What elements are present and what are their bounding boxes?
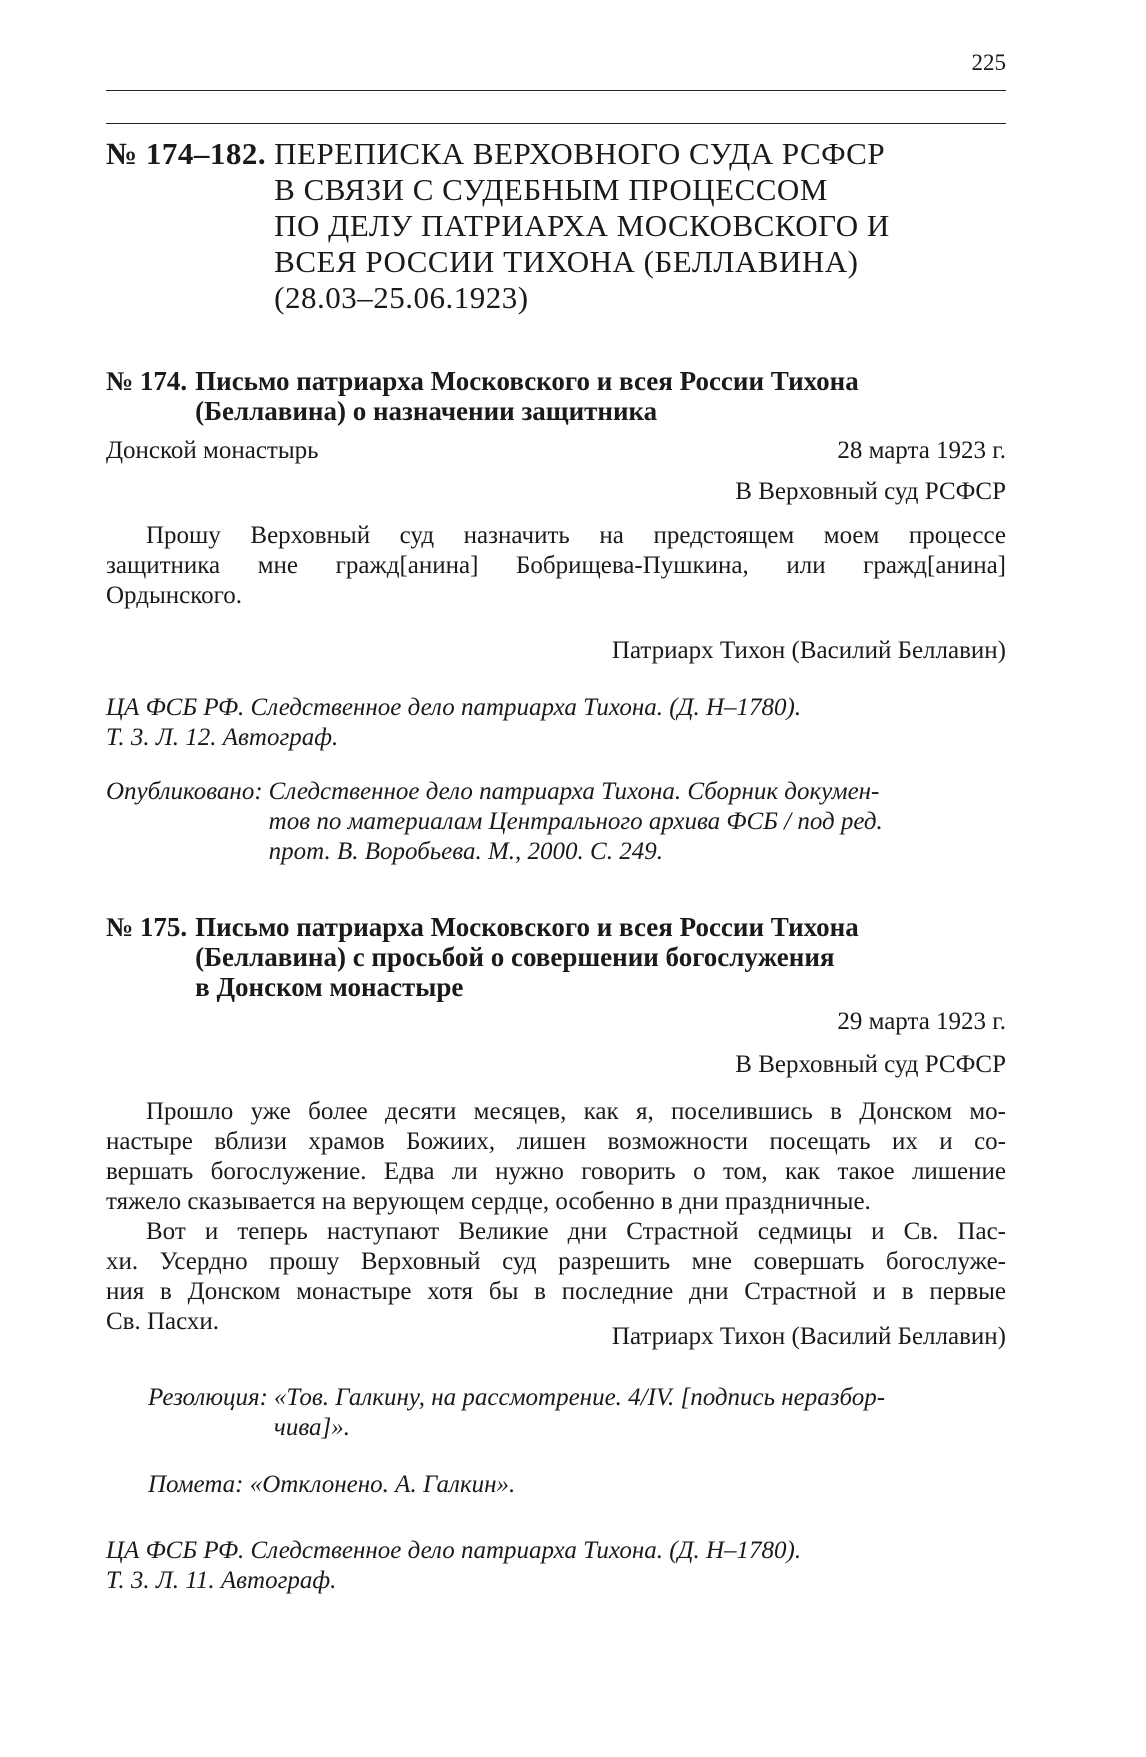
doc175-paragraph-2 [106,1217,1006,1337]
doc175-resolution [148,1383,1006,1443]
header-rule [106,90,1006,91]
chapter-title-line: ПО ДЕЛУ ПАТРИАРХА МОСКОВСКОГО И [274,208,890,243]
doc174-published-line: прот. В. Воробьева. М., 2000. С. 249. [268,838,663,865]
chapter-title-line: ВСЕЯ РОССИИ ТИХОНА (БЕЛЛАВИНА) [274,244,859,279]
doc175-body-line: Вот и теперь наступают Великие дни Страстной седмицы и Св. Пас- [146,1218,1006,1245]
doc175-resolution-line: «Тов. Галкину, на рассмотрение. 4/IV. [подпись неразбор- [273,1384,886,1411]
doc174-number: № 174. [106,366,188,396]
doc174-body [106,521,1006,611]
doc175-title-line: Письмо патриарха Московского и всея России Тихона [195,912,859,942]
doc175-number: № 175. [106,912,188,942]
doc174-heading [106,366,1006,426]
doc175-body-line: тяжело сказывается на верующем сердце, особенно в дни праздничные. [106,1188,871,1215]
doc174-published-body [269,777,883,867]
doc174-source-line: Т. 3. Л. 12. Автограф. [106,724,339,751]
chapter-title [274,136,890,316]
doc175-signature: Патриарх Тихон (Василий Беллавин) [611,1323,1006,1350]
doc175-source [106,1536,801,1596]
doc174-source [106,693,801,753]
doc175-date: 29 марта 1923 г. [837,1008,1006,1035]
doc175-body-line: ния в Донском монастыре хотя бы в последние дни Страстной и в первые [106,1278,1006,1305]
doc175-resolution-line: чива]». [273,1414,351,1441]
doc174-title [195,366,859,426]
doc175-resolution-label: Резолюция: [148,1384,268,1411]
doc174-published [106,777,1006,867]
chapter-heading [106,136,1006,316]
doc174-published-line: тов по материалам Центрального архива ФСБ / под ред. [268,808,883,835]
doc174-published-label: Опубликовано: [106,778,263,805]
doc175-paragraph-1 [106,1097,1006,1217]
doc175-body-line: вершать богослужение. Едва ли нужно говорить о том, как такое лишение [106,1158,1006,1185]
doc175-mark: Помета: «Отклонено. А. Галкин». [148,1471,516,1498]
doc175-title [195,912,859,1002]
doc174-source-line: ЦА ФСБ РФ. Следственное дело патриарха Тихона. (Д. Н–1780). [106,694,802,721]
doc175-heading [106,912,1006,1002]
chapter-title-line: ПЕРЕПИСКА ВЕРХОВНОГО СУДА РСФСР [274,136,886,171]
doc175-body-line: Св. Пасхи. [106,1308,220,1335]
doc174-published-line: Следственное дело патриарха Тихона. Сборник докумен- [268,778,880,805]
doc174-date: 28 марта 1923 г. [837,437,1006,464]
page-number: 225 [971,50,1006,75]
doc175-title-line: в Донском монастыре [195,972,464,1002]
document-page [106,0,1006,1757]
doc175-body-line: хи. Усердно прошу Верховный суд разрешить мне совершать богослуже- [106,1248,1006,1275]
doc175-body-line: Прошло уже более десяти месяцев, как я, поселившись в Донском мо- [146,1098,1006,1125]
doc175-source-line: ЦА ФСБ РФ. Следственное дело патриарха Тихона. (Д. Н–1780). [106,1537,802,1564]
doc174-addressee: В Верховный суд РСФСР [735,478,1006,505]
doc174-title-line: (Беллавина) о назначении защитника [195,396,658,426]
chapter-title-line: (28.03–25.06.1923) [274,280,529,315]
doc174-body-line: Ордынского. [106,582,242,609]
doc175-addressee: В Верховный суд РСФСР [735,1051,1006,1078]
doc174-place: Донской монастырь [106,437,319,464]
doc175-title-line: (Беллавина) с просьбой о совершении богослужения [195,942,835,972]
chapter-title-line: В СВЯЗИ С СУДЕБНЫМ ПРОЦЕССОМ [274,172,828,207]
doc175-source-line: Т. 3. Л. 11. Автограф. [106,1567,337,1594]
doc174-signature: Патриарх Тихон (Василий Беллавин) [611,637,1006,664]
doc174-body-line: защитника мне гражд[анина] Бобрищева-Пушкина, или гражд[анина] [106,552,1006,579]
chapter-rule [106,123,1006,124]
doc174-body-line: Прошу Верховный суд назначить на предстоящем моем процессе [146,522,1006,549]
doc175-resolution-body [274,1383,885,1443]
doc175-body-line: настыре вблизи храмов Божиих, лишен возможности посещать их и со- [106,1128,1006,1155]
chapter-number: № 174–182. [106,136,267,171]
doc174-title-line: Письмо патриарха Московского и всея России Тихона [195,366,859,396]
